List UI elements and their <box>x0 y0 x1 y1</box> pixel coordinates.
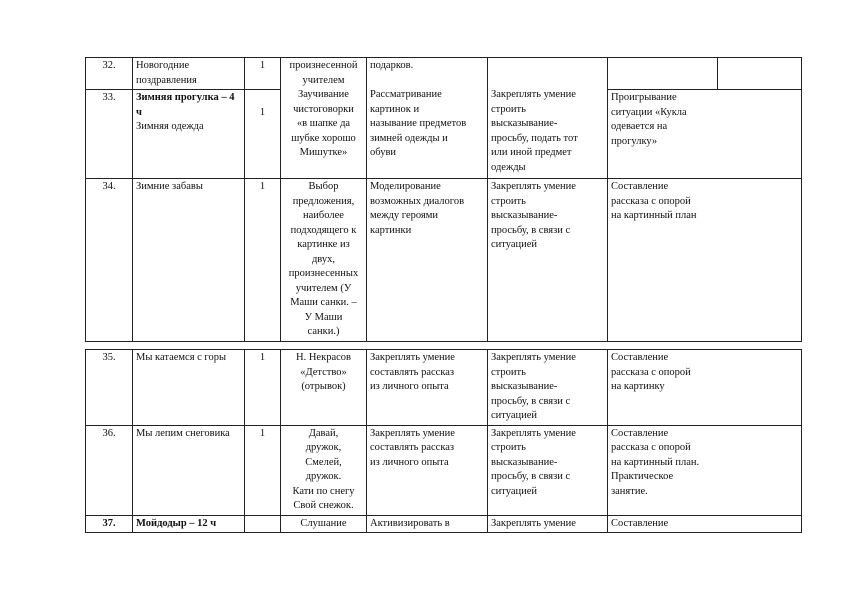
table-row <box>86 58 802 90</box>
activity-cell: Активизировать в <box>367 515 488 533</box>
topic-cell: Новогодние поздравления <box>133 58 245 90</box>
form-cell: Составление рассказа с опорой на картинку <box>608 350 802 426</box>
hours-cell: 1 <box>245 179 281 342</box>
topic-cell: Зимняя прогулка – 4 ч Зимняя одежда <box>133 90 245 179</box>
form-cell: Проигрывание ситуации «Кукла одевается на прогулку» <box>608 90 802 179</box>
topic-cell: Мойдодыр – 12 ч <box>133 515 245 533</box>
row-number: 34. <box>86 179 133 342</box>
form-cell: Составление <box>608 515 802 533</box>
text-cell: Давай, дружок, Смелей, дружок. Кати по снегу Свой снежок. <box>281 425 367 515</box>
activity-cell: Моделирование возможных диалогов между героями картинки <box>367 179 488 342</box>
speech-cell: Закреплять умение строить высказывание- просьбу, подать тот или иной предмет одежды <box>488 58 608 179</box>
hours-cell: 1 <box>245 350 281 426</box>
extra-cell <box>718 58 802 90</box>
text-cell: Выбор предложения, наиболее подходящего к картинке из двух, произнесенных учителем (У Маши санки. – У Маши санки.) <box>281 179 367 342</box>
hours-cell <box>245 515 281 533</box>
lesson-plan-table-bottom <box>85 349 802 533</box>
form-cell: Составление рассказа с опорой на картинный план. Практическое занятие. <box>608 425 802 515</box>
hours-cell: 1 <box>245 425 281 515</box>
table-row <box>86 515 802 533</box>
topic-cell: Зимние забавы <box>133 179 245 342</box>
form-cell <box>608 58 718 90</box>
table-row <box>86 425 802 515</box>
activity-cell: Закреплять умение составлять рассказ из личного опыта <box>367 350 488 426</box>
table-row <box>86 179 802 342</box>
hours-cell: 1 <box>245 90 281 179</box>
text-cell: произнесенной учителем Заучивание чистоговорки «в шапке да шубке хорошо Мишутке» <box>281 58 367 179</box>
lesson-plan-table-top <box>85 57 802 342</box>
speech-cell: Закреплять умение строить высказывание- просьбу, в связи с ситуацией <box>488 425 608 515</box>
row-number: 36. <box>86 425 133 515</box>
text-cell: Слушание <box>281 515 367 533</box>
topic-cell: Мы катаемся с горы <box>133 350 245 426</box>
row-number: 32. <box>86 58 133 90</box>
speech-cell: Закреплять умение строить высказывание- просьбу, в связи с ситуацией <box>488 179 608 342</box>
row-number: 37. <box>86 515 133 533</box>
topic-cell: Мы лепим снеговика <box>133 425 245 515</box>
row-number: 33. <box>86 90 133 179</box>
row-number: 35. <box>86 350 133 426</box>
speech-cell: Закреплять умение строить высказывание- просьбу, в связи с ситуацией <box>488 350 608 426</box>
speech-cell: Закреплять умение <box>488 515 608 533</box>
form-cell: Составление рассказа с опорой на картинный план <box>608 179 802 342</box>
table-row <box>86 350 802 426</box>
activity-cell: подарков. Рассматривание картинок и называние предметов зимней одежды и обуви <box>367 58 488 179</box>
activity-cell: Закреплять умение составлять рассказ из личного опыта <box>367 425 488 515</box>
text-cell: Н. Некрасов «Детство» (отрывок) <box>281 350 367 426</box>
hours-cell: 1 <box>245 58 281 90</box>
